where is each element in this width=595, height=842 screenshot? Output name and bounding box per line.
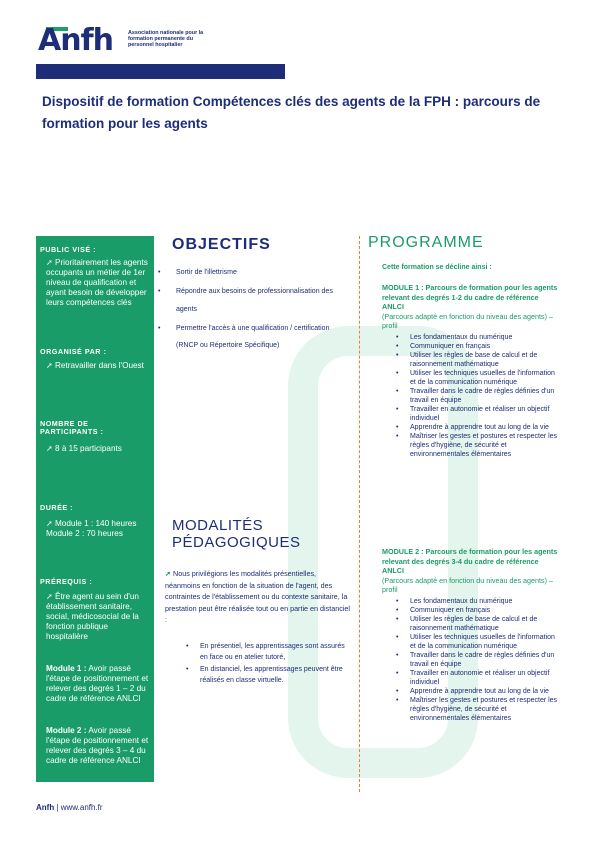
objectifs-list [156,264,352,356]
arrow-icon: ➚ [46,519,53,528]
participants-text: ➚ 8 à 15 participants [46,444,122,453]
list-item: • En distanciel, les apprentissages peuvent être réalisés en classe virtuelle. [186,665,348,686]
list-item: • Travailler dans le cadre de règles définies d'un travail en équipe [382,651,558,669]
modalites-list [186,642,348,688]
page-title: Dispositif de formation Compétences clés des agents de la FPH : parcours de formation pour les agents [42,94,541,131]
list-item: • Sortir de l'illettrisme [156,264,352,282]
arrow-icon: ➚ [46,444,53,453]
anfh-logo [38,24,218,64]
prerequis-label: PRÉREQUIS : [40,577,93,586]
list-item: • Communiquer en français [382,342,558,351]
footer-url-link[interactable]: www.anfh.fr [60,803,103,812]
programme-heading: PROGRAMME [368,234,484,251]
arrow-icon: ➚ [165,569,172,578]
header-bar [36,64,285,79]
duree-text: ➚ Module 1 : 140 heures Module 2 : 70 heures [46,519,137,538]
list-item: • Répondre aux besoins de professionnalisation des agents [156,283,352,318]
list-item: • Permettre l'accès à une qualification / certification (RNCP ou Répertoire Spécifique) [156,320,352,355]
module-heading: MODULE 1 : Parcours de formation pour les agents relevant des degrés 1-2 du cadre de référence ANLCI [382,283,558,311]
organise-text: ➚ Retravailler dans l'Ouest [46,361,144,370]
objectifs-heading: OBJECTIFS [172,236,271,253]
module-subheading: (Parcours adapté en fonction du niveau des agents) – profil [382,575,554,594]
modalites-heading: MODALITÉS PÉDAGOGIQUES [172,517,301,551]
footer: Anfh | www.anfh.fr [36,803,103,812]
list-item: • Les fondamentaux du numérique [382,333,558,342]
list-item: • Travailler en autonomie et réaliser un objectif individuel [382,405,558,423]
list-item: • Les fondamentaux du numérique [382,597,558,606]
list-item: • Apprendre à apprendre tout au long de la vie [382,687,558,696]
programme-module-1 [382,283,558,459]
participants-label: NOMBRE DE PARTICIPANTS : [40,419,104,436]
arrow-icon: ➚ [46,592,53,601]
duree-label: DURÉE : [40,503,74,512]
programme-module-2 [382,547,558,723]
column-divider [359,236,360,792]
programme-intro: Cette formation se décline ainsi : [382,264,492,271]
logo-tagline: Association nationale pour la formation permanente du personnel hospitalier [128,30,204,49]
list-item: • Maîtriser les gestes et postures et respecter les règles d'hygiène, de sécurité et environnementales élémentaires [382,696,558,723]
public-text: ➚ Prioritairement les agents occupants un métier de 1er niveau de qualification et ayant besoin de développer leurs compétences clés [46,258,148,307]
list-item: • Utiliser les techniques usuelles de l'information et de la communication numérique [382,369,558,387]
prerequis-text: ➚ Être agent au sein d'un établissement sanitaire, social, médicosocial de la fonction publique hospitalière [46,592,139,641]
list-item: • Maîtriser les gestes et postures et respecter les règles d'hygiène, de sécurité et environnementales élémentaires [382,432,558,459]
logo-wordmark: Anfh [38,23,113,58]
module-list [382,597,558,723]
organise-label: ORGANISÉ PAR : [40,347,107,356]
footer-brand: Anfh [36,803,55,812]
arrow-icon: ➚ [46,361,53,370]
list-item: • Utiliser les règles de base de calcul et de raisonnement mathématique [382,615,558,633]
prerequis-module-1: Module 1 : Avoir passé l'étape de positionnement et relever des degrés 1 – 2 du cadre de référence ANLCI [46,664,149,703]
list-item: • Utiliser les règles de base de calcul et de raisonnement mathématique [382,351,558,369]
module-list [382,333,558,459]
list-item: • Travailler en autonomie et réaliser un objectif individuel [382,669,558,687]
public-label: PUBLIC VISÉ : [40,245,97,254]
modalites-text: ➚ Nous privilégions les modalités présentielles, néanmoins en fonction de la situation de l'agent, des contraintes de l'établissement ou du contexte sanitaire, la prestation peut être réalisée tout ou en partie en distanciel : [165,569,350,624]
module-subheading: (Parcours adapté en fonction du niveau des agents) – profil [382,311,554,330]
list-item: • Apprendre à apprendre tout au long de la vie [382,423,558,432]
list-item: • Utiliser les techniques usuelles de l'information et de la communication numérique [382,633,558,651]
list-item: • Communiquer en français [382,606,558,615]
module-heading: MODULE 2 : Parcours de formation pour les agents relevant des degrés 3-4 du cadre de référence ANLCI [382,547,558,575]
list-item: • En présentiel, les apprentissages sont assurés en face ou en atelier tutoré, [186,642,348,663]
list-item: • Travailler dans le cadre de règles définies d'un travail en équipe [382,387,558,405]
arrow-icon: ➚ [46,258,53,267]
info-sidebar [36,236,154,782]
prerequis-module-2: Module 2 : Avoir passé l'étape de positionnement et relever des degrés 3 – 4 du cadre de référence ANLCI [46,726,149,765]
